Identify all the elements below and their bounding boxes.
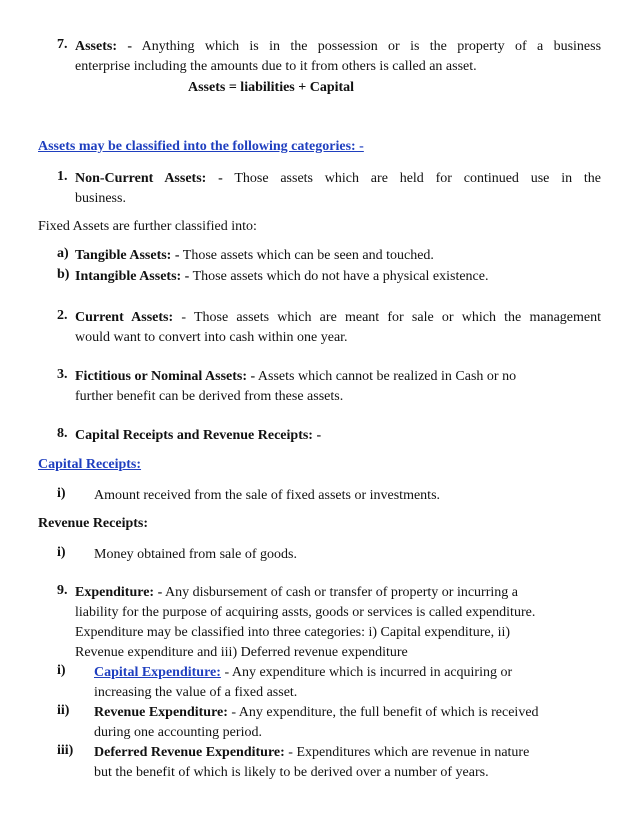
item9-line1: [75, 583, 518, 602]
assets-formula: Assets = liabilities + Capital: [188, 80, 355, 95]
item3-line1: [75, 367, 516, 386]
revenue-receipts-label: i): [57, 545, 66, 560]
exp-i-line2: increasing the value of a fixed asset.: [94, 685, 298, 700]
exp-iii-term: Deferred Revenue Expenditure:: [94, 745, 285, 760]
sub-a-text: Those assets which can be seen and touched.: [182, 248, 434, 263]
item9-text1: Any disbursement of cash or transfer of property or incurring a: [164, 585, 518, 600]
item9-number: 9.: [57, 583, 68, 598]
capital-receipts-heading-text: Capital Receipts:: [38, 457, 142, 472]
item3-number: 3.: [57, 367, 68, 382]
item7-text1: Anything which is in the possession or is the property of a business: [141, 39, 602, 54]
sub-a-label: a): [57, 246, 69, 261]
item3-term: Fictitious or Nominal Assets: -: [75, 369, 256, 384]
sub-a-line: [75, 246, 434, 265]
item9-line2: liability for the purpose of acquiring assts, goods or services is called expenditure.: [75, 605, 536, 620]
item9-line3: Expenditure may be classified into three categories: i) Capital expenditure, ii): [75, 625, 511, 640]
item9-term: Expenditure: -: [75, 585, 163, 600]
item2-line2: would want to convert into cash within one year.: [75, 330, 348, 345]
exp-ii-line1: [94, 703, 539, 722]
capital-receipts-text: Amount received from the sale of fixed assets or investments.: [94, 488, 441, 503]
capital-receipts-label: i): [57, 486, 66, 501]
item2-number: 2.: [57, 308, 68, 323]
item7-line2: enterprise including the amounts due to it from others is called an asset.: [75, 59, 477, 74]
item3-text1: Assets which cannot be realized in Cash or no: [257, 369, 517, 384]
exp-i-label: i): [57, 663, 66, 678]
item2-text1: - Those assets which are meant for sale or which the management: [181, 310, 601, 325]
classification-heading: [38, 137, 364, 156]
sub-a-term: Tangible Assets: -: [75, 248, 180, 263]
item8-term: Capital Receipts and Revenue Receipts: -: [75, 428, 322, 443]
exp-iii-label: iii): [57, 743, 74, 758]
capital-receipts-heading: [38, 455, 141, 474]
exp-ii-line2: during one accounting period.: [94, 725, 262, 740]
item8-number: 8.: [57, 426, 68, 441]
exp-i-text1: - Any expenditure which is incurred in acquiring or: [224, 665, 513, 680]
item2-line1: [75, 308, 601, 327]
exp-ii-label: ii): [57, 703, 70, 718]
item1-line2: business.: [75, 191, 126, 206]
exp-i-line1: [94, 663, 512, 682]
sub-b-line: [75, 267, 488, 286]
item3-line2: further benefit can be derived from these assets.: [75, 389, 344, 404]
sub-b-text: Those assets which do not have a physical existence.: [192, 269, 489, 284]
item1-line1: [75, 169, 601, 188]
exp-i-term: Capital Expenditure:: [94, 665, 221, 680]
sub-b-label: b): [57, 267, 70, 282]
item9-line4: Revenue expenditure and iii) Deferred revenue expenditure: [75, 645, 408, 660]
exp-iii-line2: but the benefit of which is likely to be derived over a number of years.: [94, 765, 489, 780]
classification-heading-text: Assets may be classified into the following categories: -: [38, 139, 364, 154]
exp-iii-text1: - Expenditures which are revenue in nature: [288, 745, 530, 760]
item7-line1: [75, 37, 601, 56]
sub-b-term: Intangible Assets: -: [75, 269, 190, 284]
fixed-assets-note: Fixed Assets are further classified into:: [38, 219, 257, 234]
item7-term: Assets: -: [75, 39, 133, 54]
item1-number: 1.: [57, 169, 68, 184]
item7-number: 7.: [57, 37, 68, 52]
item1-term: Non-Current Assets: -: [75, 171, 223, 186]
exp-iii-line1: [94, 743, 529, 762]
item1-text1: Those assets which are held for continued use in the: [234, 171, 601, 186]
revenue-receipts-text: Money obtained from sale of goods.: [94, 547, 297, 562]
revenue-receipts-heading: Revenue Receipts:: [38, 516, 149, 531]
exp-ii-term: Revenue Expenditure:: [94, 705, 228, 720]
exp-ii-text1: - Any expenditure, the full benefit of which is received: [231, 705, 539, 720]
item2-term: Current Assets:: [75, 310, 174, 325]
